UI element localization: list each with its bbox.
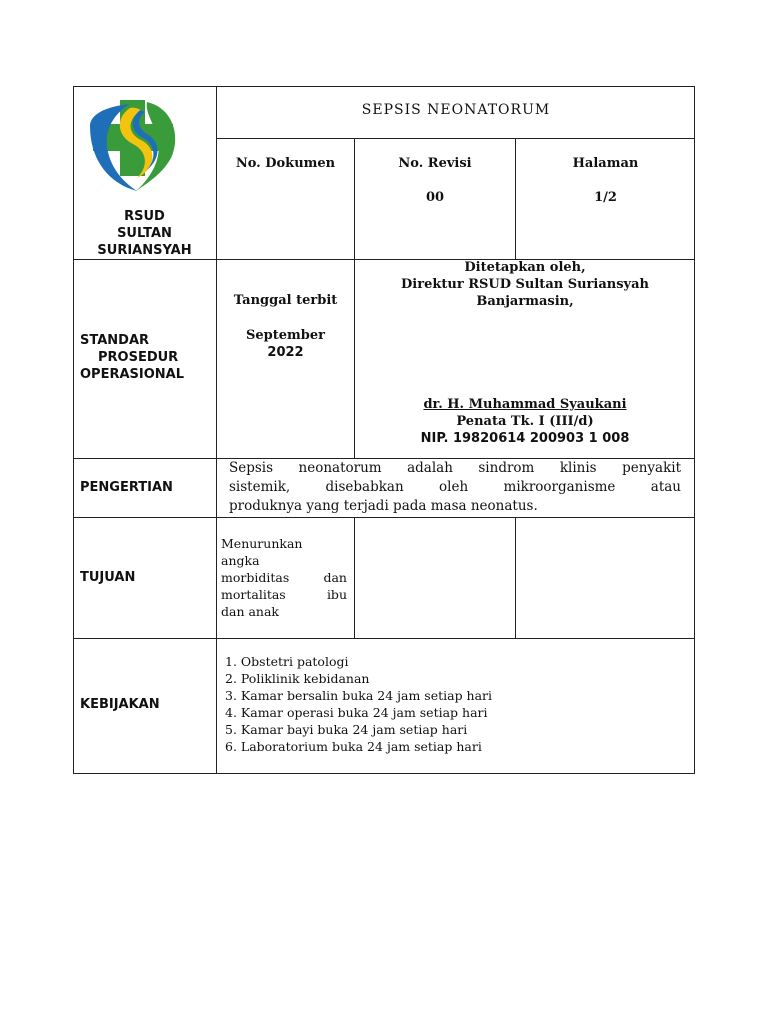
signatory-nip: NIP. 19820614 200903 1 008 [420,431,630,446]
signatory-name: dr. H. Muhammad Syaukani [423,397,627,412]
tujuan-line: morbiditas dan [221,570,347,585]
row-divider [73,638,695,639]
hospital-name-line: RSUD [124,209,165,224]
pengertian-text [229,459,681,516]
hospital-name-line: SURIANSYAH [97,243,192,258]
approval-line: Direktur RSUD Sultan Suriansyah [401,277,649,292]
sop-label-line: STANDAR [80,333,150,348]
tujuan-line: Menurunkan [221,536,303,551]
hospital-name [73,208,216,259]
approval-line: Ditetapkan oleh, [464,260,586,275]
tujuan-line: mortalitas ibu [221,587,347,602]
kebijakan-item: 4. Kamar operasi buka 24 jam setiap hari [225,705,488,720]
tujuan-line: angka [221,553,260,568]
pengertian-label: PENGERTIAN [80,480,173,495]
tujuan-line: dan anak [221,604,280,619]
signatory-rank: Penata Tk. I (III/d) [456,414,594,429]
sop-table [73,86,695,774]
column-divider [216,86,217,774]
revision-label: No. Revisi [398,156,472,171]
sop-label-line: PROSEDUR [98,350,179,365]
kebijakan-item: 5. Kamar bayi buka 24 jam setiap hari [225,722,468,737]
document-title: SEPSIS NEONATORUM [361,102,551,118]
column-divider [354,517,355,638]
kebijakan-item: 3. Kamar bersalin buka 24 jam setiap hari [225,688,493,703]
tujuan-label: TUJUAN [80,570,136,585]
sop-label-line: OPERASIONAL [80,367,185,382]
doc-number-label: No. Dokumen [235,156,336,171]
issue-date-value [217,327,354,361]
hospital-logo-icon [85,96,185,201]
hospital-name-line: SULTAN [117,226,172,241]
approval-block [355,259,695,310]
pengertian-line: produknya yang terjadi pada masa neonatus. [229,498,538,514]
page-label: Halaman [572,156,639,171]
pengertian-line: sistemik, disebabkan oleh mikroorganisme atau [229,479,681,495]
row-divider [73,517,695,518]
kebijakan-list [225,653,685,755]
kebijakan-label: KEBIJAKAN [80,697,160,712]
issue-date-year: 2022 [267,345,304,360]
pengertian-line: Sepsis neonatorum adalah sindrom klinis penyakit [229,460,681,476]
column-divider [515,517,516,638]
approval-line: Banjarmasin, [476,294,574,309]
row-divider [217,138,695,139]
tujuan-text [221,535,347,620]
page-value: 1/2 [594,190,617,205]
issue-date-month: September [246,328,325,343]
issue-date-label: Tanggal terbit [233,293,338,308]
revision-value: 00 [425,190,445,205]
sop-label [80,332,215,383]
kebijakan-item: 6. Laboratorium buka 24 jam setiap hari [225,739,482,754]
signatory-block [355,396,695,447]
kebijakan-item: 1. Obstetri patologi [225,654,349,669]
kebijakan-item: 2. Poliklinik kebidanan [225,671,370,686]
